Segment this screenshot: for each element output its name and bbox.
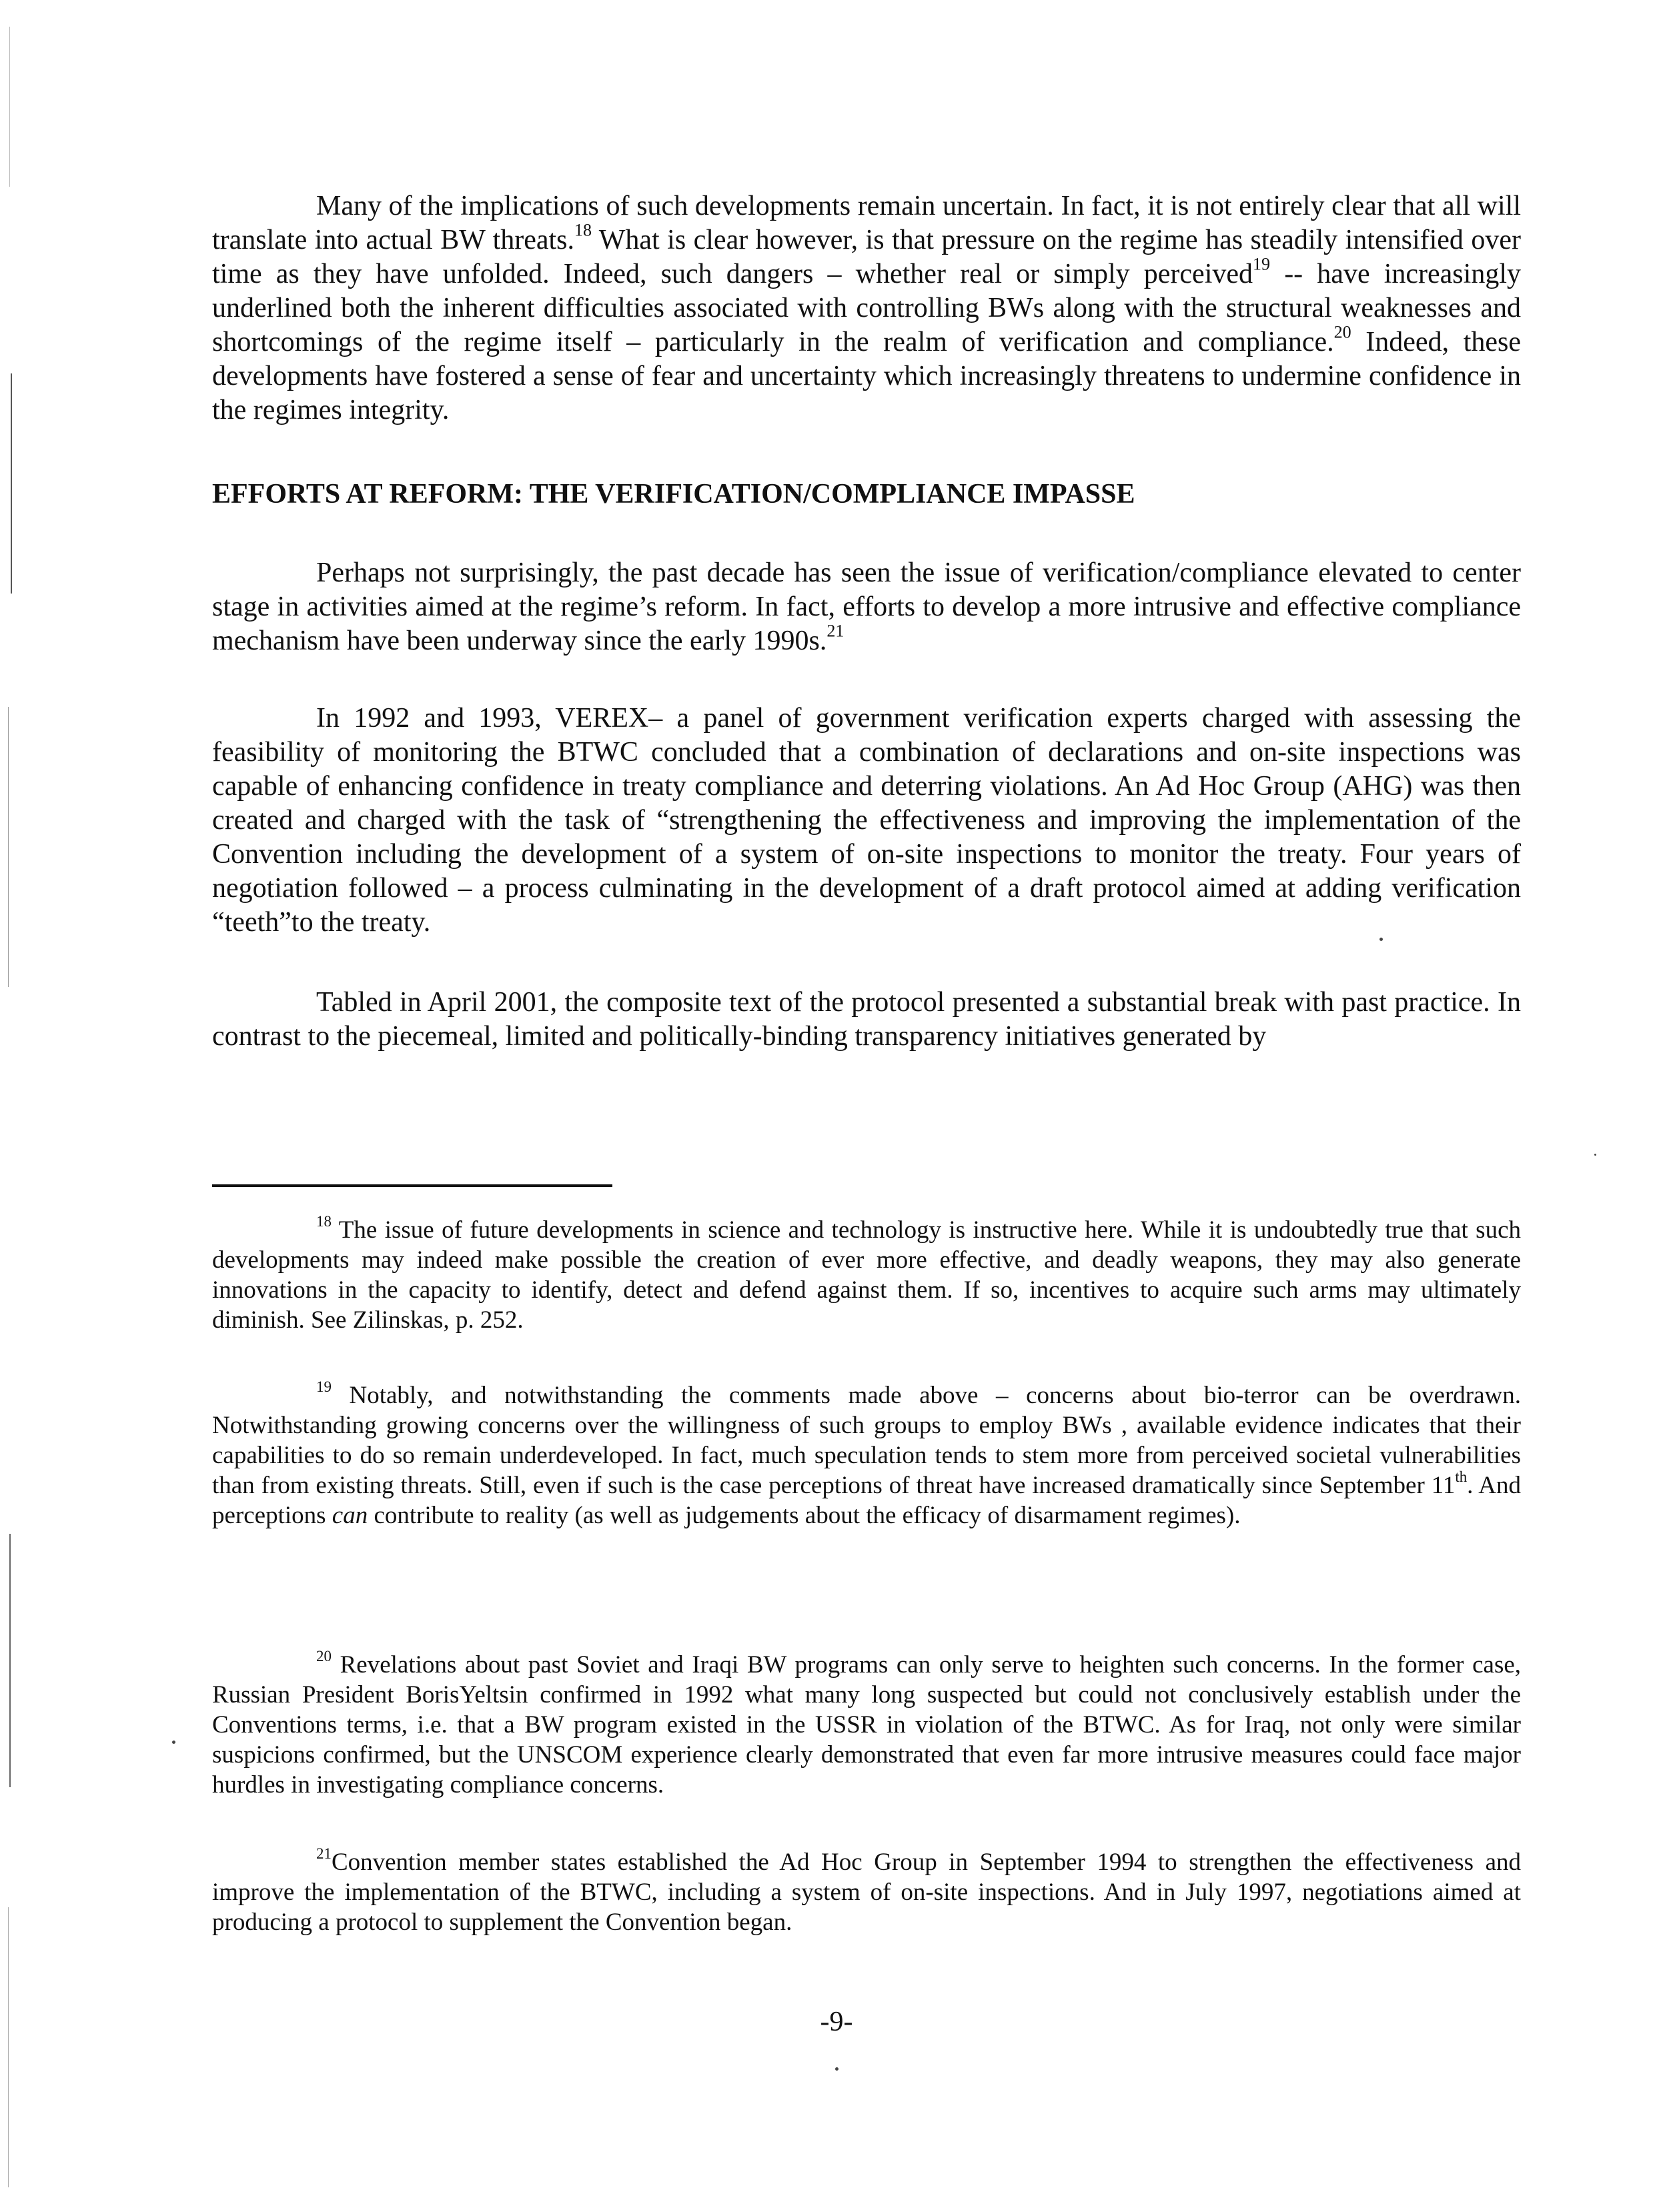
- body-paragraph-4: Tabled in April 2001, the composite text of the protocol presented a substantial break with past practice. In contrast to the piecemeal, limited and politically-binding transparency initiatives generated by: [212, 987, 1521, 1052]
- scan-speck: [1594, 1154, 1596, 1156]
- page-number: -9-: [820, 2007, 853, 2037]
- scan-edge-mark: [8, 707, 9, 987]
- scan-speck: [835, 2067, 839, 2071]
- body-paragraph-3: In 1992 and 1993, VEREX– a panel of government verification experts charged with assessing the feasibility of monitoring the BTWC concluded that a combination of declarations and on-site inspections was capable of enhancing confidence in treaty compliance and deterring violations. An Ad Hoc Group (AHG) was then created and charged with the task of “strengthening the effectiveness and improving the implementation of the Convention including the development of a system of on-site inspections to monitor the treaty. Four years of negotiation followed – a process culminating in the development of a draft protocol aimed at adding verification “teeth”to the treaty.: [212, 703, 1521, 938]
- footnote-ref-20: 20: [1333, 322, 1351, 342]
- scan-edge-mark: [9, 27, 10, 187]
- scan-speck: [172, 1741, 175, 1744]
- body-paragraph-2: Perhaps not surprisingly, the past decade has seen the issue of verification/compliance elevated to center stage in activities aimed at the regime’s reform. In fact, efforts to develop a more intrusive and effective compliance mechanism have been underway since the early 1990s.$^{21}$: [212, 558, 1521, 656]
- footnote-19: $^{19}$ Notably, and notwithstanding the comments made above – concerns about bio-terror can be overdrawn. Notwithstanding growing concerns over the willingness of such groups to employ BWs , available evidence indicates that their capabilities to do so remain underdeveloped. In fact, much speculation tends to stem more from perceived societal vulnerabilities than from existing threats. Still, even if such is the case perceptions of threat have increased dramatically since September 11th. And perceptions can contribute to reality (as well as judgements about the efficacy of disarmament regimes).: [212, 1378, 1522, 1529]
- footnote-separator: [212, 1184, 612, 1187]
- footnote-20: $^{20}$ Revelations about past Soviet and Iraqi BW programs can only serve to heighten such concerns. In the former case, Russian President BorisYeltsin confirmed in 1992 what many long suspected but could not conclusively establish under the Conventions terms, i.e. that a BW program existed in the USSR in violation of the BTWC. As for Iraq, not only were similar suspicions confirmed, but the UNSCOM experience clearly demonstrated that even far more intrusive measures could face major hurdles in investigating compliance concerns.: [212, 1647, 1522, 1799]
- footnote-18: $^{18}$ The issue of future developments in science and technology is instructive here. While it is undoubtedly true that such developments may indeed make possible the creation of ever more effective, and deadly weapons, they may also generate innovations in the capacity to identify, detect and defend against them. If so, incentives to acquire such arms may ultimately diminish. See Zilinskas, p. 252.: [212, 1212, 1521, 1334]
- footnote-ref-18: 18: [574, 220, 592, 240]
- scan-edge-mark: [8, 1907, 9, 2187]
- scan-edge-mark: [9, 1534, 11, 1787]
- footnote-ref-19: 19: [1253, 254, 1271, 274]
- body-paragraph-1: Many of the implications of such developments remain uncertain. In fact, it is not entirely clear that all will translate into actual BW threats.$^{18}$ What is clear however, is that pressure on the regime has steadily intensified over time as they have unfolded. Indeed, such dangers – whether real or simply perceived$^{19}$ -- have increasingly underlined both the inherent difficulties associated with controlling BWs along with the structural weaknesses and shortcomings of the regime itself – particularly in the realm of verification and compliance.$^{20}$ Indeed, these developments have fostered a sense of fear and uncertainty which increasingly threatens to undermine confidence in the regimes integrity.: [212, 191, 1521, 425]
- scan-speck: [1379, 938, 1383, 941]
- footnote-ref-21: 21: [826, 621, 845, 641]
- section-heading: EFFORTS AT REFORM: THE VERIFICATION/COMPLIANCE IMPASSE: [212, 479, 1135, 509]
- footnote-21: $^{21}$Convention member states established the Ad Hoc Group in September 1994 to strengthen the effectiveness and improve the implementation of the BTWC, including a system of on-site inspections. And in July 1997, negotiations aimed at producing a protocol to supplement the Convention began.: [212, 1845, 1521, 1936]
- scan-edge-mark: [11, 373, 12, 594]
